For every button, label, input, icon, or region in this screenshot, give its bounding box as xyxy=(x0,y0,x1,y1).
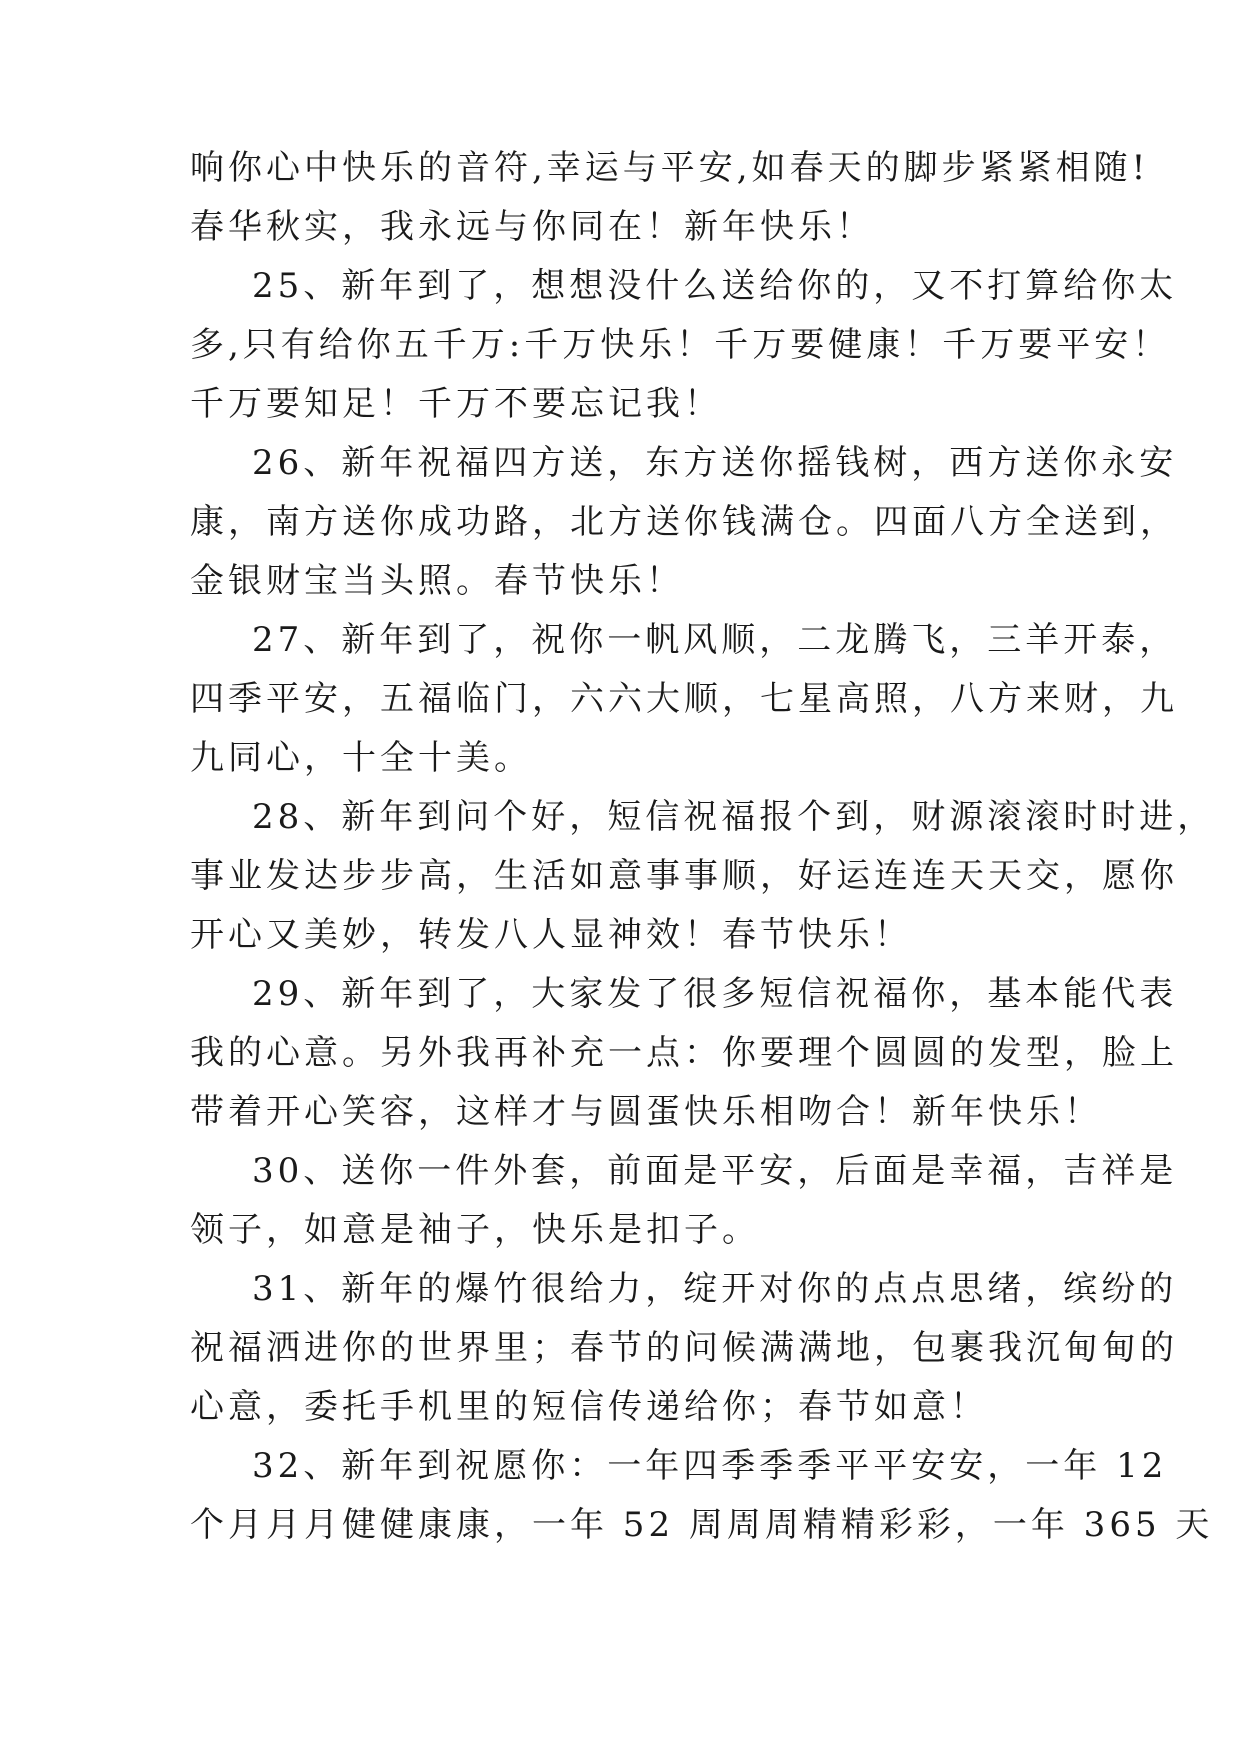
text-line: 心意，委托手机里的短信传递给你；春节如意！ xyxy=(190,1387,988,1427)
text-line: 领子，如意是袖子，快乐是扣子。 xyxy=(190,1210,760,1250)
text-line: 29、新年到了，大家发了很多短信祝福你，基本能代表 xyxy=(252,974,1178,1014)
text-line: 九同心，十全十美。 xyxy=(190,738,532,778)
text-line: 27、新年到了，祝你一帆风顺，二龙腾飞，三羊开泰， xyxy=(252,620,1178,660)
text-line: 金银财宝当头照。春节快乐！ xyxy=(190,561,684,601)
text-line: 多,只有给你五千万:千万快乐！千万要健康！千万要平安！ xyxy=(190,325,1171,365)
text-line: 25、新年到了，想想没什么送给你的，又不打算给你太 xyxy=(252,266,1178,306)
text-line: 我的心意。另外我再补充一点：你要理个圆圆的发型，脸上 xyxy=(190,1033,1178,1073)
text-line: 个月月月健健康康，一年 52 周周周精精彩彩，一年 365 天 xyxy=(190,1505,1214,1545)
text-line: 30、送你一件外套，前面是平安，后面是幸福，吉祥是 xyxy=(252,1151,1178,1191)
text-line: 千万要知足！千万不要忘记我！ xyxy=(190,384,722,424)
text-line: 康，南方送你成功路，北方送你钱满仓。四面八方全送到， xyxy=(190,502,1178,542)
text-line: 31、新年的爆竹很给力，绽开对你的点点思绪，缤纷的 xyxy=(252,1269,1178,1309)
text-line: 响你心中快乐的音符,幸运与平安,如春天的脚步紧紧相随! xyxy=(190,148,1150,188)
text-line: 春华秋实，我永远与你同在！新年快乐！ xyxy=(190,207,874,247)
text-line: 26、新年祝福四方送，东方送你摇钱树，西方送你永安 xyxy=(252,443,1178,483)
text-line: 事业发达步步高，生活如意事事顺，好运连连天天交，愿你 xyxy=(190,856,1178,896)
text-line: 祝福洒进你的世界里；春节的问候满满地，包裹我沉甸甸的 xyxy=(190,1328,1178,1368)
text-line: 带着开心笑容，这样才与圆蛋快乐相吻合！新年快乐！ xyxy=(190,1092,1102,1132)
text-line: 28、新年到问个好，短信祝福报个到，财源滚滚时时进， xyxy=(252,797,1216,837)
text-line: 32、新年到祝愿你：一年四季季季平平安安，一年 12 xyxy=(252,1446,1168,1486)
text-line: 开心又美妙，转发八人显神效！春节快乐！ xyxy=(190,915,912,955)
text-line: 四季平安，五福临门，六六大顺，七星高照，八方来财，九 xyxy=(190,679,1178,719)
